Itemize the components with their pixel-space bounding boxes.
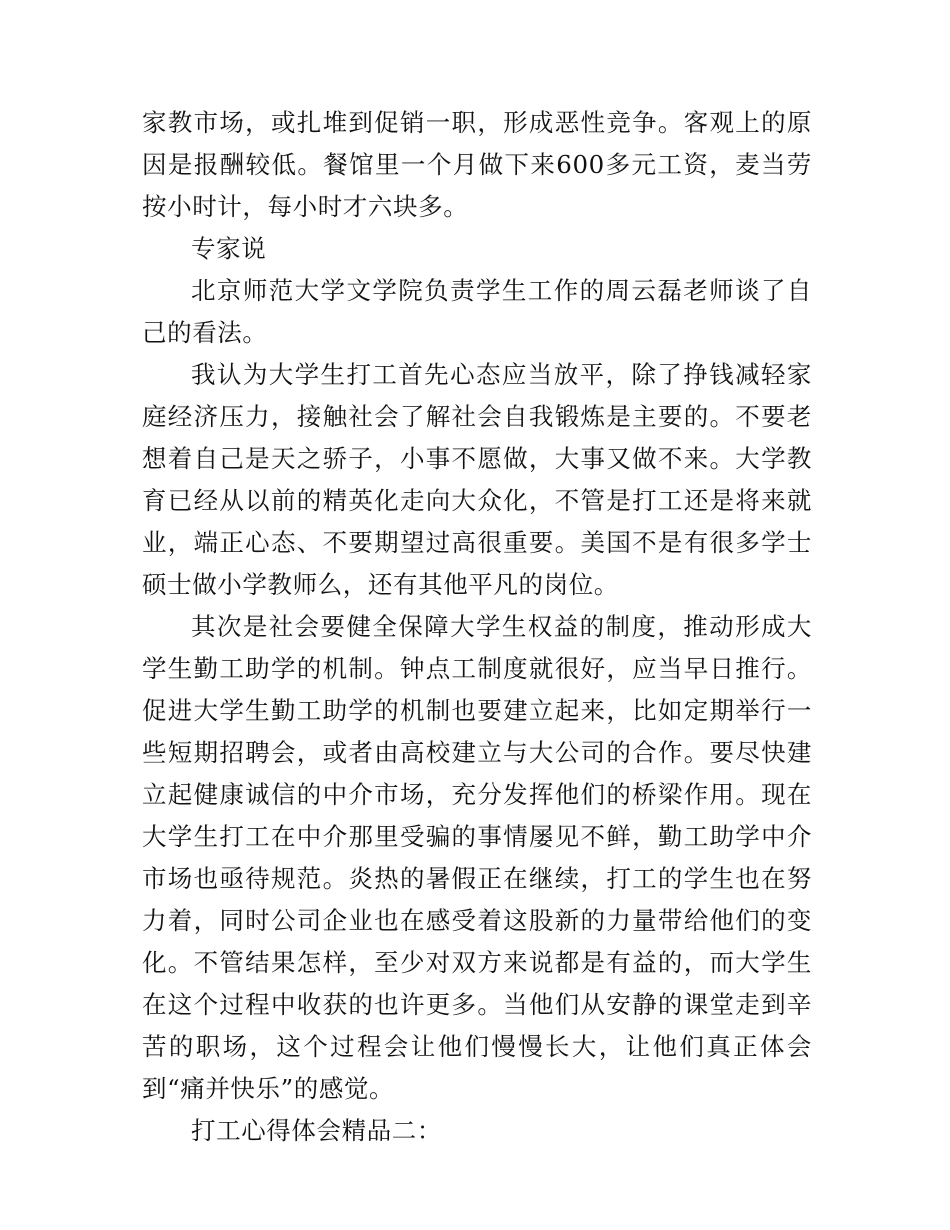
paragraph-intro: 北京师范大学文学院负责学生工作的周云磊老师谈了自己的看法。: [142, 276, 812, 347]
paragraph-opinion-2: 其次是社会要健全保障大学生权益的制度，推动形成大学生勤工助学的机制。钟点工制度就很好，应当早日推行。促进大学生勤工助学的机制也要建立起来，比如定期举行一些短期招聘会，或者由高校建立与大公司的合作。要尽快建立起健康诚信的中介市场，充分发挥他们的桥梁作用。现在大学生打工在中介那里受骗的事情屡见不鲜，勤工助学中介市场也亟待规范。炎热的暑假正在继续，打工的学生也在努力着，同时公司企业也在感受着这股新的力量带给他们的变化。不管结果怎样，至少对双方来说都是有益的，而大学生在这个过程中收获的也许更多。当他们从安静的课堂走到辛苦的职场，这个过程会让他们慢慢长大，让他们真正体会到“痛并快乐”的感觉。: [142, 612, 812, 1103]
section-heading-next: 打工心得体会精品二：: [191, 1116, 442, 1145]
document-body: [142, 102, 812, 1152]
paragraph-opinion-1: 我认为大学生打工首先心态应当放平，除了挣钱减轻家庭经济压力，接触社会了解社会自我锻炼是主要的。不要老想着自己是天之骄子，小事不愿做，大事又做不来。大学教育已经从以前的精英化走向大众化，不管是打工还是将来就业，端正心态、不要期望过高很重要。美国不是有很多学士硕士做小学教师么，还有其他平凡的岗位。: [142, 360, 812, 599]
paragraph-continuation: 家教市场，或扎堆到促销一职，形成恶性竞争。客观上的原因是报酬较低。餐馆里一个月做下来600多元工资，麦当劳按小时计，每小时才六块多。: [142, 108, 812, 221]
section-heading-expert: 专家说: [191, 234, 267, 263]
